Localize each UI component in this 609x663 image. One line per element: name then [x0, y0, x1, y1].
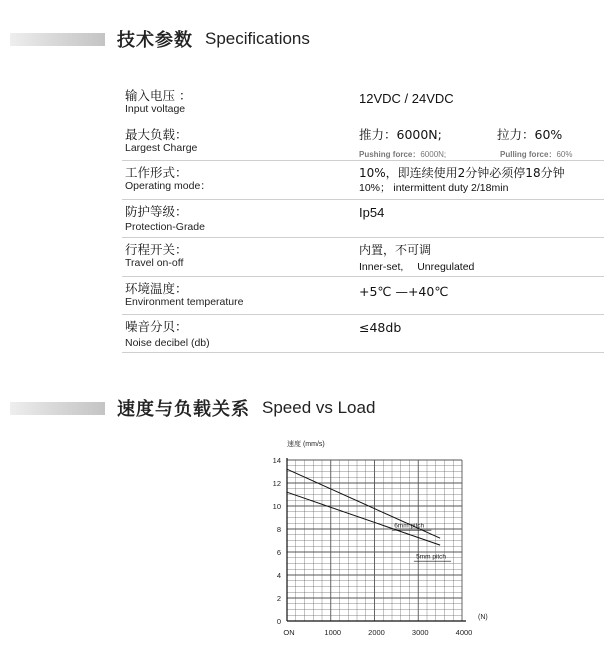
label-cn: 最大负载：	[125, 127, 188, 142]
spec-label	[125, 89, 191, 115]
y-tick-label: 14	[272, 456, 281, 465]
pull-en-value: 60%	[556, 150, 573, 159]
spec-row-protection-grade	[122, 205, 604, 235]
label-cn: 环境温度：	[125, 281, 188, 296]
x-tick-label: 1000	[324, 628, 342, 637]
push-en-label: Pushing force：	[359, 150, 421, 159]
heading-bar	[10, 33, 105, 46]
series-label: 5mm pitch	[416, 553, 447, 561]
y-axis-label: 速度 (mm/s)	[287, 441, 325, 448]
spec-row-largest-charge	[122, 128, 604, 158]
x-tick-label: ON	[283, 628, 295, 637]
divider	[122, 276, 604, 277]
spec-value-en-2: Unregulated	[417, 261, 475, 273]
x-tick-label: 4000	[455, 628, 473, 637]
y-tick-label: 2	[276, 594, 281, 603]
spec-label	[125, 320, 210, 349]
divider	[122, 160, 604, 161]
y-tick-label: 12	[272, 479, 281, 488]
spec-row-environment-temp	[122, 282, 604, 312]
label-cn: 防护等级：	[125, 204, 188, 219]
y-tick-label: 10	[272, 502, 281, 511]
label-cn: 行程开关：	[125, 242, 188, 257]
label-en: Environment temperature	[125, 296, 244, 308]
series-label: 6mm pitch	[394, 522, 425, 530]
spec-value: 12VDC / 24VDC	[359, 91, 454, 106]
spec-value: +5℃ —+40℃	[359, 284, 449, 299]
pull-en-label: Pulling force：	[500, 150, 557, 159]
speed-title-en: Speed vs Load	[262, 398, 376, 417]
spec-value-en: 10%； intermittent duty 2/18min	[359, 182, 509, 194]
x-tick-label: 2000	[368, 628, 385, 637]
divider	[122, 199, 604, 200]
label-en: Noise decibel (db)	[125, 337, 210, 349]
label-cn: 工作形式：	[125, 165, 188, 180]
spec-value: 10%，即连续使用2分钟必须停18分钟	[359, 166, 565, 180]
label-en: Largest Charge	[125, 142, 198, 154]
specs-title-cn: 技术参数	[117, 30, 193, 51]
speed-load-chart	[262, 430, 502, 645]
label-en: Protection-Grade	[125, 221, 205, 233]
spec-label	[125, 205, 205, 233]
push-en-value: 6000N;	[420, 150, 447, 159]
heading-bar	[10, 402, 105, 415]
y-tick-label: 4	[276, 571, 281, 580]
specs-heading	[10, 26, 310, 52]
label-cn: 噪音分贝：	[125, 319, 188, 334]
divider	[122, 314, 604, 315]
spec-label	[125, 128, 197, 154]
spec-value: ≤48db	[359, 320, 402, 335]
spec-row-input-voltage	[122, 89, 604, 117]
x-tick-label: 3000	[411, 628, 429, 637]
pull-value: 拉力：60%	[497, 127, 563, 142]
spec-row-noise	[122, 320, 604, 350]
label-cn: 输入电压 ：	[125, 88, 192, 103]
y-tick-label: 8	[276, 525, 281, 534]
spec-row-travel-switch	[122, 243, 604, 273]
y-tick-label: 6	[276, 548, 281, 557]
specs-title-en: Specifications	[205, 29, 310, 48]
x-axis-label: (N)	[478, 614, 488, 621]
label-en: Travel on-off	[125, 257, 184, 269]
divider	[122, 352, 604, 353]
spec-value: Ip54	[359, 205, 385, 220]
y-tick-label: 0	[276, 617, 281, 626]
spec-value-en	[359, 259, 474, 274]
spec-value: 内置，不可调	[359, 243, 432, 257]
spec-label	[125, 166, 211, 192]
speed-heading	[10, 395, 375, 421]
spec-label	[125, 243, 188, 269]
spec-label	[125, 282, 243, 308]
spec-value-en-1: Inner-set,	[359, 261, 404, 273]
speed-title-cn: 速度与负载关系	[117, 399, 250, 420]
divider	[122, 237, 604, 238]
spec-row-operating-mode	[122, 166, 604, 196]
label-en: Input voltage	[125, 103, 186, 115]
push-value: 推力：6000N;	[359, 127, 442, 142]
label-en: Operating mode：	[125, 180, 211, 192]
